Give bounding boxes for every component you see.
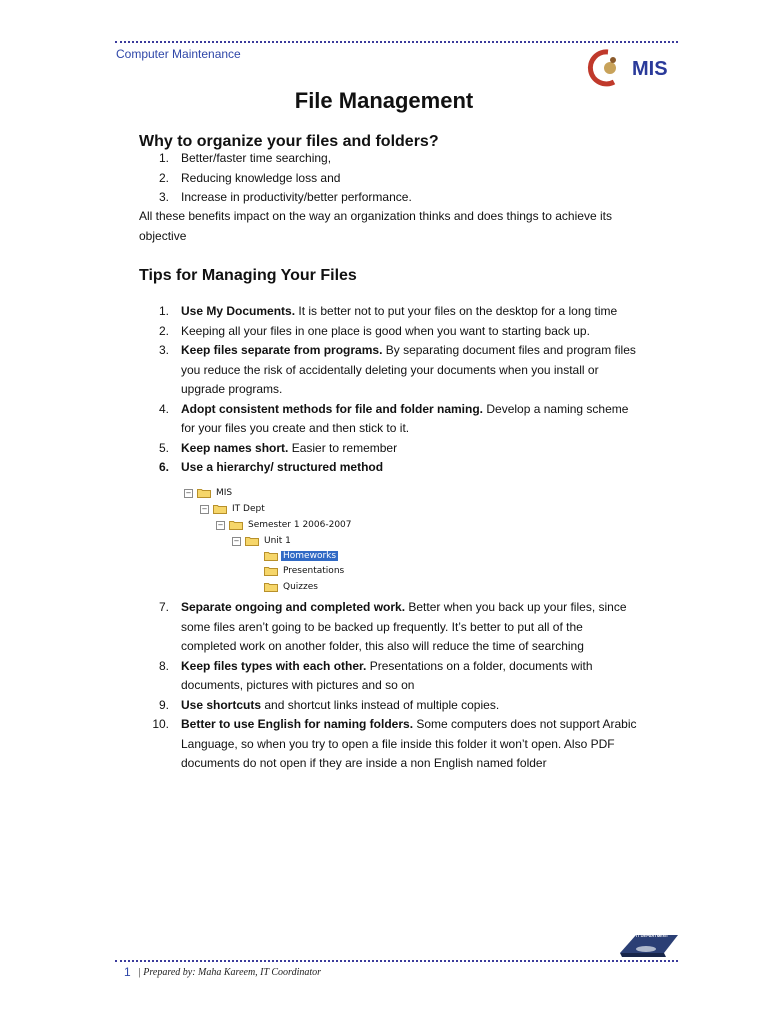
page-title: File Management <box>294 88 474 113</box>
tree-node-presentations[interactable]: Presentations <box>264 564 346 578</box>
list-item: 3. Increase in productivity/better performance. <box>158 190 412 204</box>
footer-divider <box>115 960 678 962</box>
list-item: 2. Reducing knowledge loss and <box>158 170 341 185</box>
folder-hierarchy-tree <box>182 484 382 596</box>
logo-text: MIS <box>632 58 668 80</box>
tree-node-it-dept[interactable]: − IT Dept <box>201 504 265 514</box>
list-item: 4. Adopt consistent methods for file and folder naming. Develop a naming scheme for your files you create and then stick to it. <box>158 401 629 435</box>
tree-node-mis[interactable]: − MIS <box>185 488 233 498</box>
list-item: 6. Use a hierarchy/ structured method <box>158 460 384 474</box>
folder-icon <box>197 488 211 498</box>
collapse-icon[interactable]: − <box>185 488 192 497</box>
badge-text: IT DEPARTMENT <box>636 933 669 938</box>
tree-node-quizzes[interactable]: Quizzes <box>264 580 320 594</box>
folder-icon <box>264 582 278 592</box>
header-divider <box>115 41 678 43</box>
list-item: 5. Keep names short. Easier to remember <box>158 440 398 455</box>
folder-icon <box>264 566 278 576</box>
list-item: 9. Use shortcuts and shortcut links instead of multiple copies. <box>158 697 500 712</box>
folder-icon <box>229 520 243 530</box>
collapse-icon[interactable]: − <box>233 536 240 545</box>
collapse-icon[interactable]: − <box>201 504 208 513</box>
benefits-paragraph: All these benefits impact on the way an organization thinks and does things to achieve its objective <box>139 209 612 243</box>
folder-icon <box>264 551 278 561</box>
it-department-badge <box>616 929 680 959</box>
page-number: 1 <box>124 965 131 979</box>
tips-list-continued <box>139 598 639 774</box>
list-item: 1. Use My Documents. It is better not to put your files on the desktop for a long time <box>158 304 618 318</box>
collapse-icon[interactable]: − <box>217 520 224 529</box>
course-name: Computer Maintenance <box>116 47 241 61</box>
folder-icon <box>213 504 227 514</box>
footer-prepared-by: | Prepared by: Maha Kareem, IT Coordinator <box>138 967 322 978</box>
list-item: 10. Better to use English for naming folders. Some computers does not support Arabic Language, so when you try to open a file inside this folder it won’t open. Also PDF documents do not open if they are inside a non English named folder <box>152 717 637 770</box>
tree-node-homeworks[interactable]: Homeworks <box>264 549 338 563</box>
section-heading-why: Why to organize your files and folders? <box>139 133 439 150</box>
section-heading-tips: Tips for Managing Your Files <box>139 267 357 284</box>
list-item: 8. Keep files types with each other. Presentations on a folder, documents with documents, pictures with pictures and so on <box>158 658 593 692</box>
list-item: 3. Keep files separate from programs. By separating document files and program files you reduce the risk of accidentally deleting your documents when you install or upgrade programs. <box>158 343 636 396</box>
tree-node-unit[interactable]: − Unit 1 <box>233 536 291 546</box>
list-item: 2. Keeping all your files in one place is good when you want to starting back up. <box>158 323 590 338</box>
tips-list <box>139 302 639 478</box>
list-item: 1. Better/faster time searching, <box>158 151 332 165</box>
tree-node-semester[interactable]: − Semester 1 2006-2007 <box>217 520 352 530</box>
folder-icon <box>245 536 259 546</box>
list-item: 7. Separate ongoing and completed work. Better when you back up your files, since some files aren’t going to be backed up frequently. It’s better to put all of the completed work on another folder, this also will reduce the time of searching <box>158 600 627 653</box>
benefits-list <box>139 149 659 208</box>
